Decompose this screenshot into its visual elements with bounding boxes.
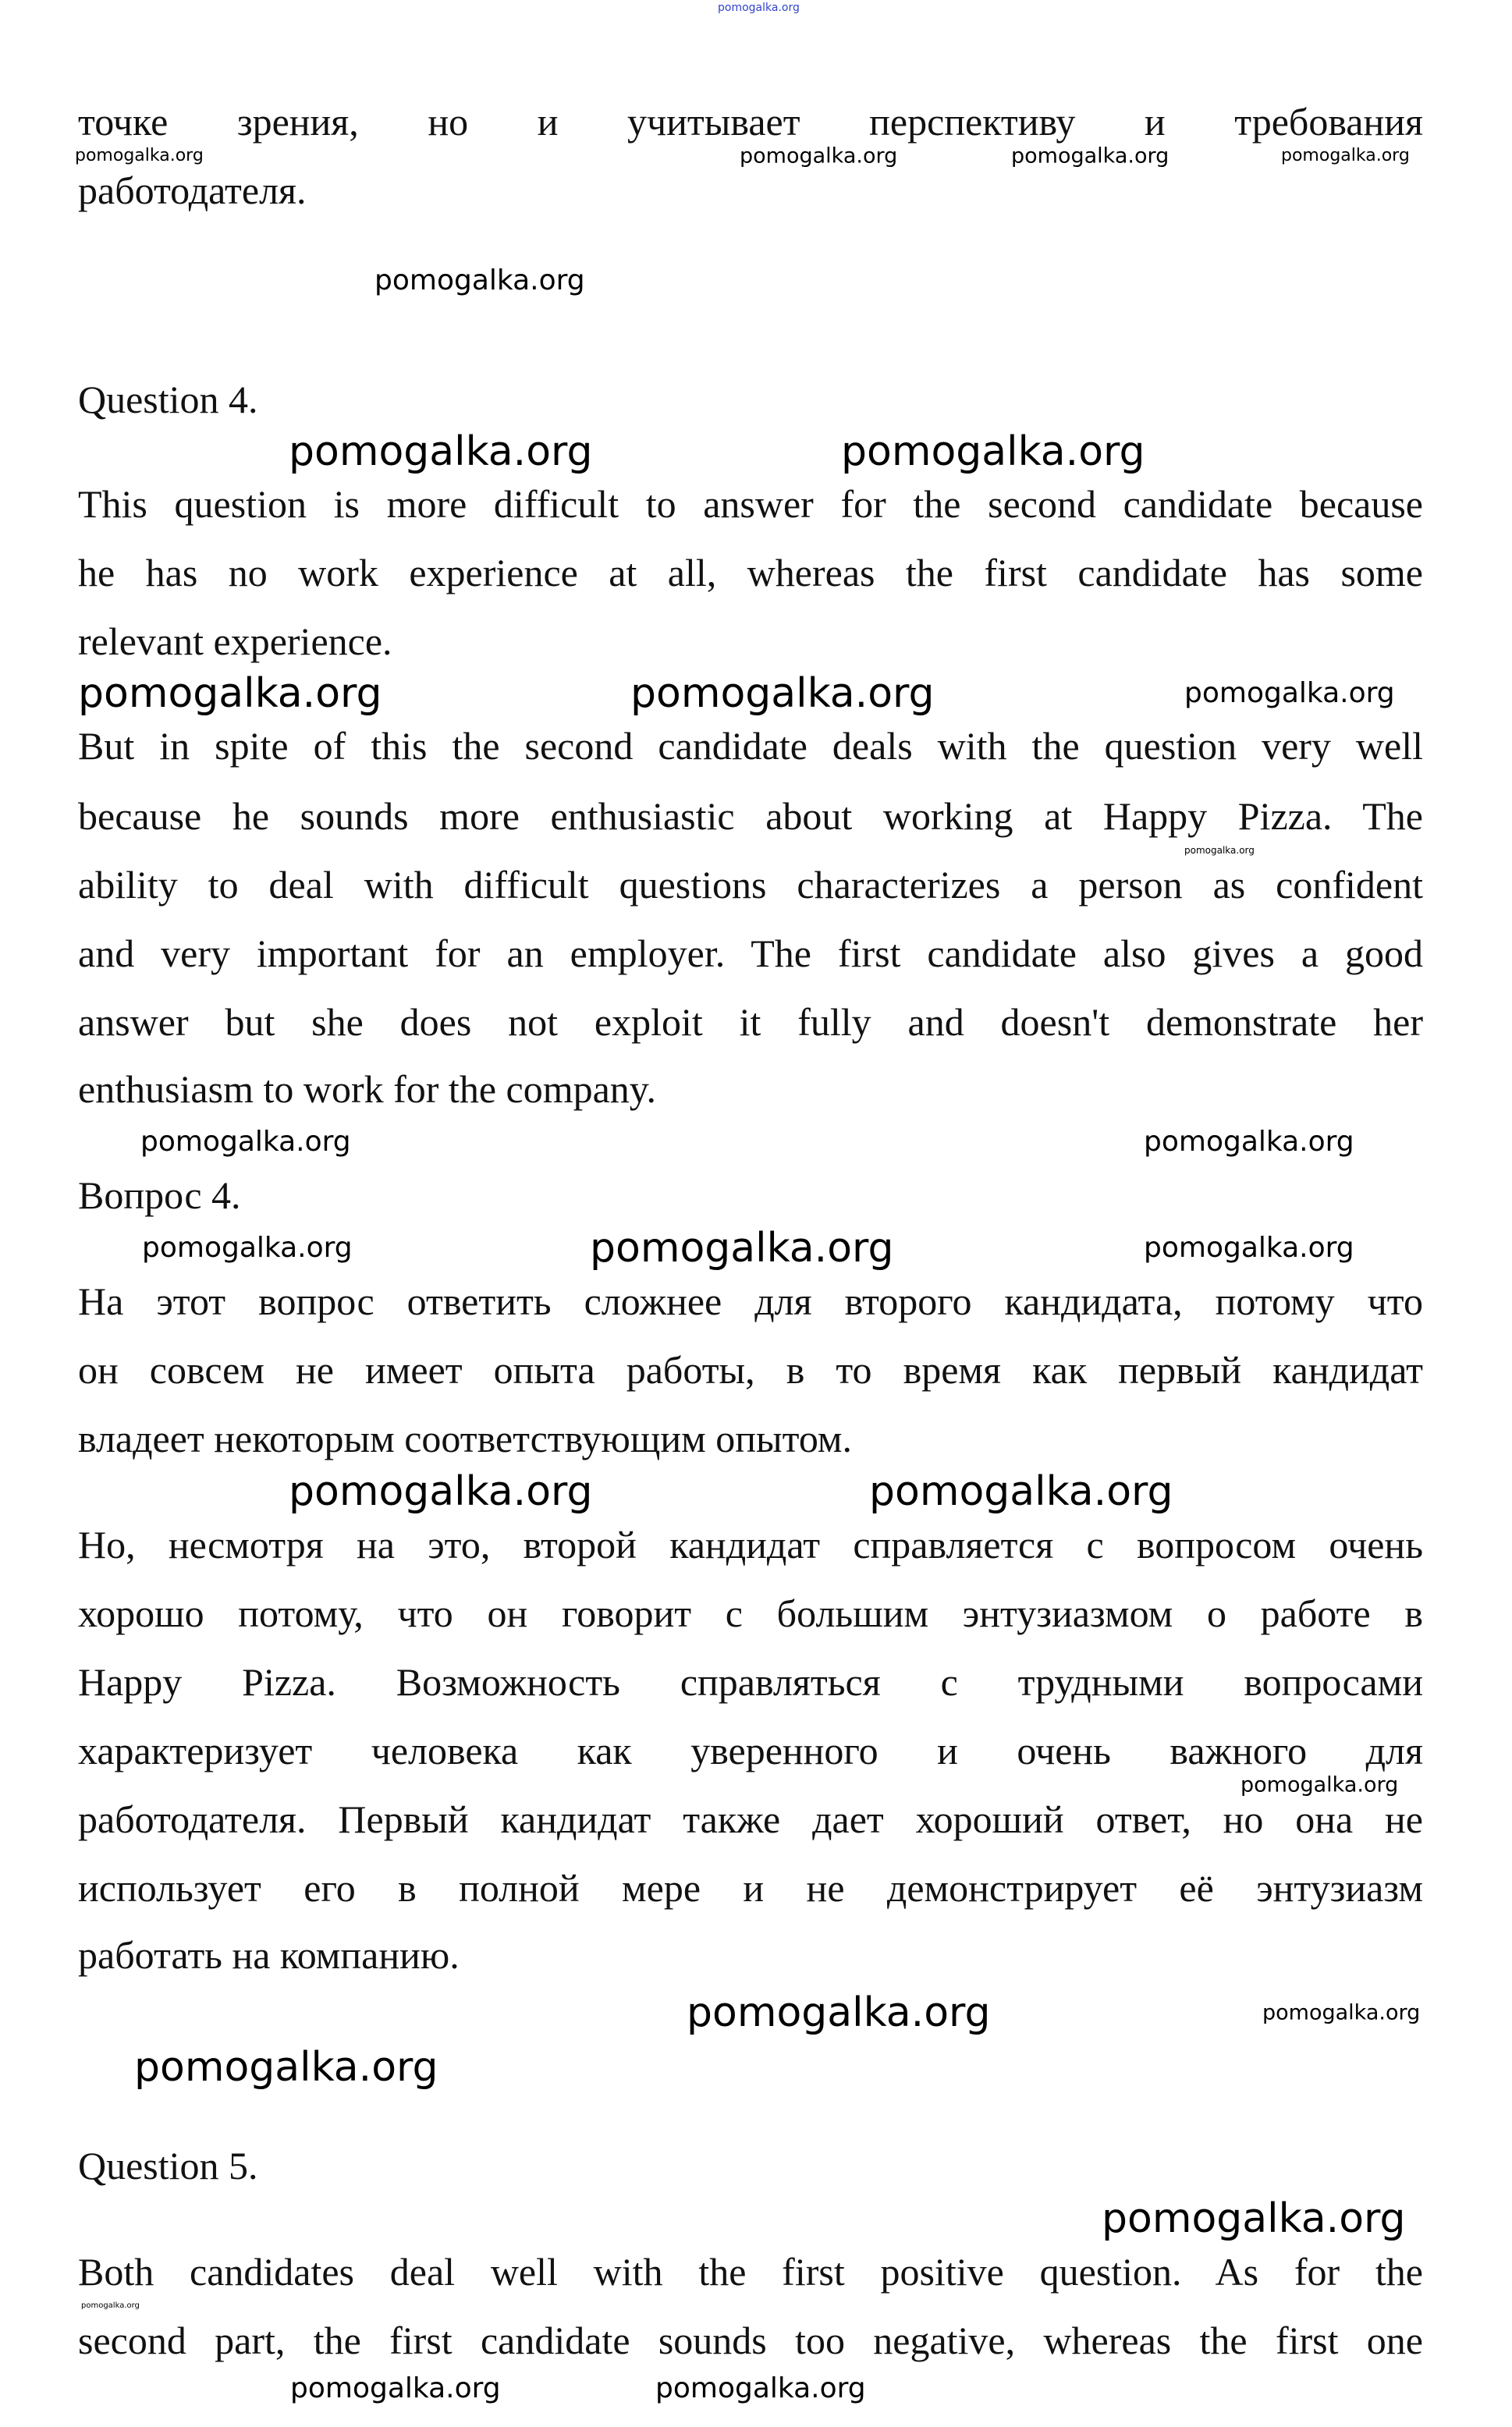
watermark: pomogalka.org: [134, 2044, 438, 2091]
watermark: pomogalka.org: [1102, 2195, 1406, 2242]
text-line: he has no work experience at all, whereas the first candidate has some: [78, 551, 1423, 594]
text-line: But in spite of this the second candidate deals with the question very well: [78, 724, 1423, 768]
text-line: second part, the first candidate sounds too negative, whereas the first one: [78, 2319, 1423, 2362]
watermark: pomogalka.org: [655, 2372, 866, 2404]
text-line: работодателя.: [78, 169, 307, 212]
text-line: Happy Pizza. Возможность справляться с трудными вопросами: [78, 1660, 1423, 1704]
watermark: pomogalka.org: [1262, 2000, 1421, 2025]
watermark: pomogalka.org: [1144, 1232, 1354, 1264]
watermark: pomogalka.org: [1144, 1126, 1354, 1158]
text-line: relevant experience.: [78, 619, 392, 663]
watermark: pomogalka.org: [289, 428, 593, 475]
text-line: answer but she does not exploit it fully and doesn't demonstrate her: [78, 1000, 1423, 1044]
text-line: использует его в полной мере и не демонстрирует её энтузиазм: [78, 1866, 1423, 1910]
text-line: This question is more difficult to answer for the second candidate because: [78, 482, 1423, 526]
watermark: pomogalka.org: [687, 1989, 991, 2036]
watermark: pomogalka.org: [718, 2, 800, 14]
text-line: точке зрения, но и учитывает перспективу и требования: [78, 100, 1423, 144]
watermark: pomogalka.org: [1240, 1772, 1399, 1797]
watermark: pomogalka.org: [374, 264, 585, 296]
text-line: владеет некоторым соответствующим опытом.: [78, 1417, 853, 1460]
watermark: pomogalka.org: [78, 670, 382, 717]
watermark: pomogalka.org: [841, 428, 1145, 475]
text-line: Both candidates deal well with the first positive question. As for the: [78, 2250, 1423, 2294]
watermark: pomogalka.org: [1281, 146, 1410, 165]
watermark: pomogalka.org: [289, 1468, 593, 1515]
watermark: pomogalka.org: [740, 144, 898, 169]
watermark: pomogalka.org: [142, 1232, 353, 1264]
text-line: ability to deal with difficult questions characterizes a person as confident: [78, 863, 1423, 907]
watermark: pomogalka.org: [290, 2372, 501, 2404]
watermark: pomogalka.org: [1184, 677, 1395, 709]
text-line: Но, несмотря на это, второй кандидат справляется с вопросом очень: [78, 1523, 1423, 1567]
watermark: pomogalka.org: [140, 1126, 351, 1158]
text-line: enthusiasm to work for the company.: [78, 1067, 657, 1111]
watermark: pomogalka.org: [81, 2301, 140, 2310]
section-heading-vopros-4: Вопрос 4.: [78, 1173, 241, 1217]
watermark: pomogalka.org: [869, 1468, 1173, 1515]
text-line: and very important for an employer. The first candidate also gives a good: [78, 931, 1423, 975]
text-line: because he sounds more enthusiastic about working at Happy Pizza. The: [78, 794, 1423, 838]
text-line: работодателя. Первый кандидат также дает хороший ответ, но она не: [78, 1797, 1423, 1841]
section-heading-question-4: Question 4.: [78, 378, 258, 421]
watermark: pomogalka.org: [590, 1225, 894, 1272]
text-line: хорошо потому, что он говорит с большим энтузиазмом о работе в: [78, 1591, 1423, 1635]
text-line: На этот вопрос ответить сложнее для второго кандидата, потому что: [78, 1279, 1423, 1323]
watermark: pomogalka.org: [75, 146, 204, 165]
watermark: pomogalka.org: [630, 670, 935, 717]
watermark: pomogalka.org: [1184, 845, 1255, 856]
text-line: характеризует человека как уверенного и очень важного для: [78, 1729, 1423, 1772]
text-line: работать на компанию.: [78, 1933, 460, 1977]
watermark: pomogalka.org: [1011, 144, 1169, 169]
text-line: он совсем не имеет опыта работы, в то время как первый кандидат: [78, 1348, 1423, 1392]
section-heading-question-5: Question 5.: [78, 2144, 258, 2187]
